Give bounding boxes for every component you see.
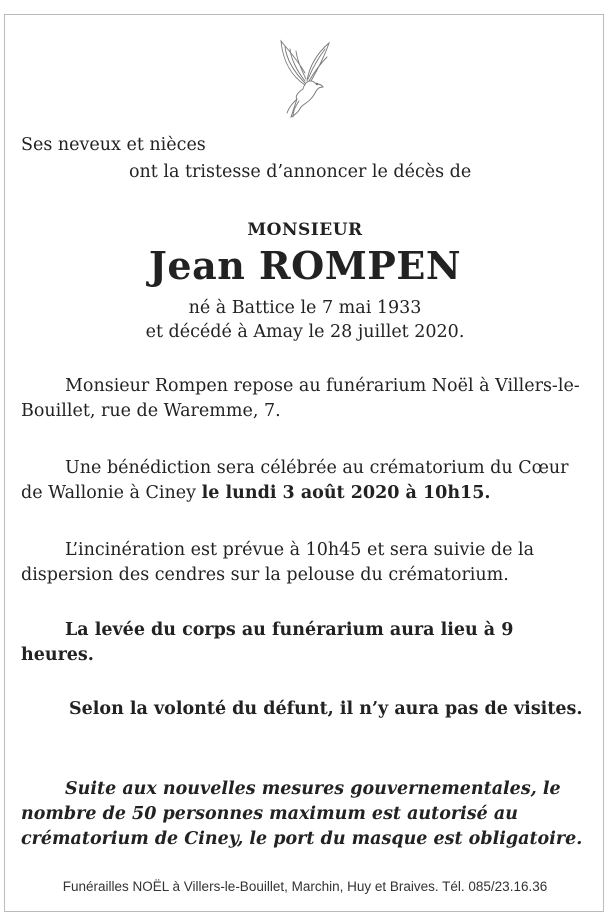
levee-paragraph: La levée du corps au funérarium aura lieu à 9 heures. [21,620,514,665]
deceased-title: MONSIEUR [247,220,363,240]
intro-line-1: Ses neveux et nièces [21,135,206,155]
repose-paragraph: Monsieur Rompen repose au funérarium Noël à Villers-le-Bouillet, rue de Waremme, 7. [21,376,580,421]
intro-line-2: ont la tristesse d’annoncer le décès de [129,162,472,182]
deceased-name: Jean ROMPEN [148,243,462,288]
obituary-card [4,14,604,912]
benediction-date: le lundi 3 août 2020 à 10h15. [201,483,491,503]
death-line: et décédé à Amay le 28 juillet 2020. [145,322,465,342]
benediction-text: Une bénédiction sera célébrée au crématorium du Cœur de Wallonie à Ciney [21,458,569,503]
benediction-paragraph [21,456,587,506]
visites-paragraph: Selon la volonté du défunt, il n’y aura pas de visites. [69,699,583,719]
funeral-home-footer: Funérailles NOËL à Villers-le-Bouillet, Marchin, Huy et Braives. Tél. 085/23.16.36 [62,879,548,894]
birth-line: né à Battice le 7 mai 1933 [188,298,422,318]
mesures-paragraph: Suite aux nouvelles mesures gouvernementales, le nombre de 50 personnes maximum est autorisé au crématorium de Ciney, le port du masque est obligatoire. [21,779,583,849]
incineration-paragraph: L’incinération est prévue à 10h45 et sera suivie de la dispersion des cendres sur la pelouse du crématorium. [21,540,535,585]
dove-icon [275,37,337,119]
